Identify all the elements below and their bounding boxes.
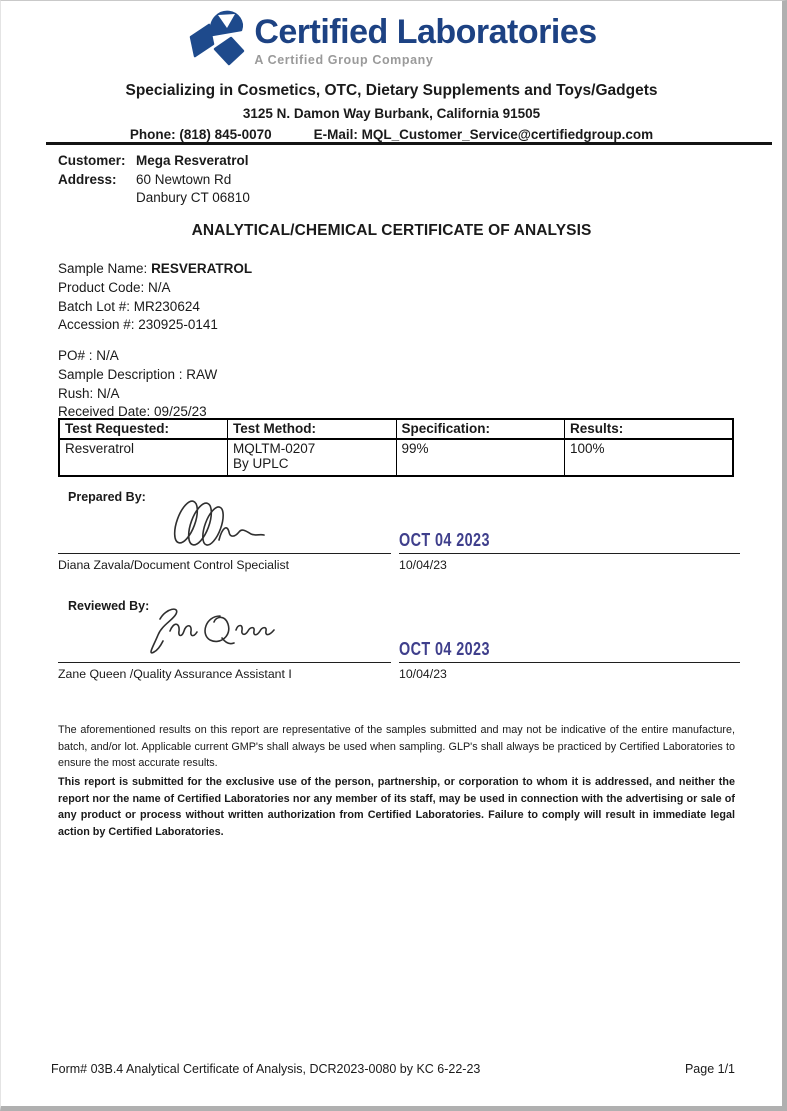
document-title: ANALYTICAL/CHEMICAL CERTIFICATE OF ANALYSIS (191, 222, 592, 239)
sample-name-label: Sample Name: (58, 261, 148, 276)
col-header-test-requested: Test Requested: (59, 419, 228, 439)
date-line (399, 553, 740, 554)
prepared-signer-name: Diana Zavala/Document Control Specialist (58, 558, 290, 572)
test-method-line1: MQLTM-0207 (233, 441, 316, 456)
sample-info-block (58, 260, 252, 335)
batch-lot-line: Batch Lot #: MR230624 (58, 298, 200, 314)
legal-disclaimer: This report is submitted for the exclusive use of the person, partnership, or corporation to whom it is addressed, and neither the report nor the name of Certified Laboratories nor any member of its staff, may be used in connection with the advertising or sale of any product or process without written authorization from Certified Laboratories. Failure to comply will result in immediate legal action by Certified Laboratories. (58, 776, 735, 838)
address-label: Address: (58, 171, 117, 187)
reviewed-date: 10/04/23 (399, 667, 447, 681)
brand-name: Certified Laboratories (254, 13, 597, 51)
sample-description-line: Sample Description : RAW (58, 366, 218, 382)
test-method-line2: By UPLC (233, 456, 289, 471)
received-date-line: Received Date: 09/25/23 (58, 404, 207, 420)
cell-test-method (228, 439, 397, 476)
company-header-lines (1, 82, 782, 142)
brand-tagline: A Certified Group Company (254, 53, 434, 67)
customer-address-line2: Danbury CT 06810 (136, 190, 250, 205)
cell-specification: 99% (396, 439, 565, 476)
customer-block (58, 152, 250, 208)
page-number: Page 1/1 (684, 1062, 735, 1076)
diana-zavala-signature (156, 492, 276, 552)
product-code-line: Product Code: N/A (58, 279, 171, 295)
specialty-line: Specializing in Cosmetics, OTC, Dietary Supplements and Toys/Gadgets (125, 82, 658, 99)
header-divider (46, 142, 772, 145)
reviewed-by-label: Reviewed By: (68, 599, 150, 613)
email-address: E-Mail: MQL_Customer_Service@certifiedgroup.com (313, 127, 654, 142)
phone-number: Phone: (818) 845-0070 (129, 127, 272, 142)
sample-name-line (58, 260, 252, 279)
street-address-line: 3125 N. Damon Way Burbank, California 91505 (242, 106, 541, 121)
page-footer (51, 1062, 735, 1076)
reviewed-date-stamp: OCT 04 2023 (399, 639, 490, 659)
results-table (58, 418, 734, 477)
form-reference: Form# 03B.4 Analytical Certificate of Analysis, DCR2023-0080 by KC 6-22-23 (51, 1062, 481, 1076)
prepared-by-section (58, 490, 740, 586)
brand-text (254, 7, 596, 67)
order-info-block (58, 347, 217, 422)
sample-name-value: RESVERATROL (151, 261, 253, 276)
signature-line (58, 553, 391, 554)
prepared-date: 10/04/23 (399, 558, 447, 572)
accession-line: Accession #: 230925-0141 (58, 317, 218, 333)
reviewed-signer-name: Zane Queen /Quality Assurance Assistant I (58, 667, 292, 681)
col-header-results: Results: (565, 419, 734, 439)
brand-header (1, 7, 782, 69)
signature-line (58, 662, 391, 663)
rush-line: Rush: N/A (58, 385, 120, 401)
col-header-test-method: Test Method: (228, 419, 397, 439)
customer-address-line1: 60 Newtown Rd (136, 171, 232, 187)
table-row (59, 439, 733, 476)
prepared-date-stamp: OCT 04 2023 (399, 530, 490, 550)
results-disclaimer: The aforementioned results on this report are representative of the samples submitted and may not be indicative of the entire manufacture, batch, and/or lot. Applicable current GMP's shall always be used when sampling. GLP's shall always be practiced by Certified Laboratories to ensure the most accurate results. (58, 724, 735, 769)
cell-results: 100% (565, 439, 734, 476)
zane-queen-signature (146, 599, 286, 661)
certified-group-cube-icon (186, 7, 248, 69)
prepared-by-label: Prepared By: (68, 490, 146, 504)
customer-label: Customer: (58, 153, 126, 168)
contact-line (1, 127, 782, 142)
results-table-header-row (59, 419, 733, 439)
date-line (399, 662, 740, 663)
po-line: PO# : N/A (58, 348, 119, 363)
reviewed-by-section (58, 599, 740, 695)
customer-name: Mega Resveratrol (136, 153, 249, 168)
cell-test-requested: Resveratrol (59, 439, 228, 476)
spacer-cell (58, 189, 136, 208)
col-header-specification: Specification: (396, 419, 565, 439)
